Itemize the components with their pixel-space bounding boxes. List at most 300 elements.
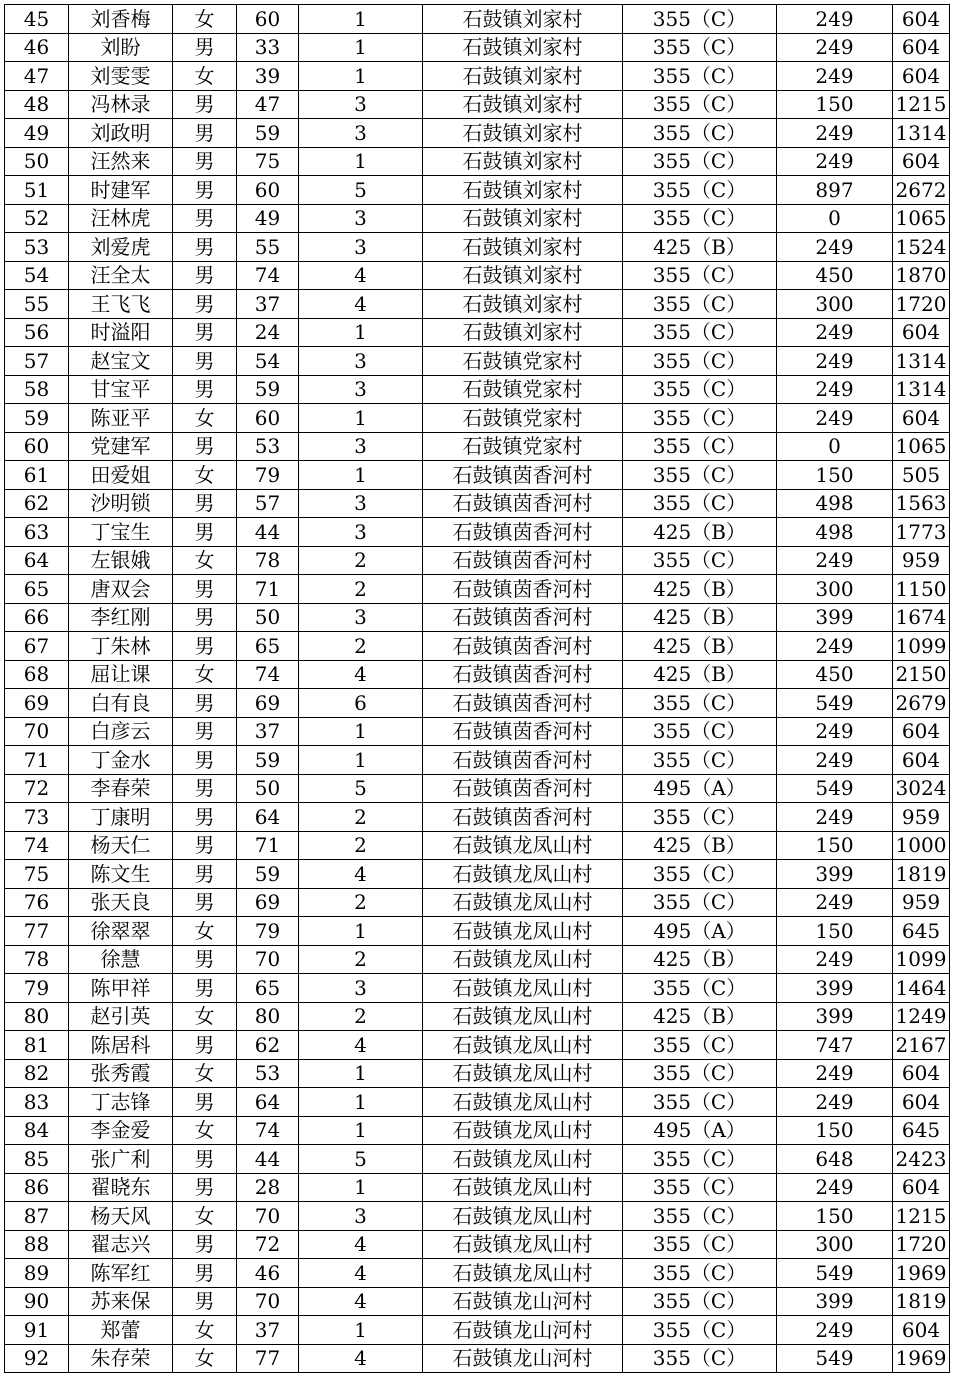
name-cell: 赵宝文 <box>69 347 173 376</box>
gender-cell: 男 <box>173 1259 237 1288</box>
standard-grade-cell: 355（C） <box>623 717 777 746</box>
age-cell: 37 <box>237 717 299 746</box>
name-cell: 陈甲祥 <box>69 974 173 1003</box>
village-cell: 石鼓镇龙凤山村 <box>423 1031 623 1060</box>
standard-grade-cell: 355（C） <box>623 860 777 889</box>
household-count-cell: 1 <box>299 318 423 347</box>
index-cell: 73 <box>5 803 69 832</box>
gender-cell: 男 <box>173 147 237 176</box>
village-cell: 石鼓镇刘家村 <box>423 90 623 119</box>
index-cell: 66 <box>5 603 69 632</box>
total-cell: 1065 <box>893 204 950 233</box>
name-cell: 时溢阳 <box>69 318 173 347</box>
household-count-cell: 4 <box>299 261 423 290</box>
gender-cell: 男 <box>173 176 237 205</box>
household-count-cell: 1 <box>299 1316 423 1345</box>
table-row <box>5 204 950 233</box>
gender-cell: 男 <box>173 1287 237 1316</box>
total-cell: 604 <box>893 1173 950 1202</box>
table-row <box>5 1088 950 1117</box>
standard-grade-cell: 355（C） <box>623 147 777 176</box>
amount-cell: 399 <box>777 1287 893 1316</box>
age-cell: 80 <box>237 1002 299 1031</box>
index-cell: 89 <box>5 1259 69 1288</box>
amount-cell: 549 <box>777 1344 893 1373</box>
age-cell: 59 <box>237 119 299 148</box>
index-cell: 90 <box>5 1287 69 1316</box>
gender-cell: 女 <box>173 917 237 946</box>
village-cell: 石鼓镇茵香河村 <box>423 746 623 775</box>
total-cell: 1524 <box>893 233 950 262</box>
household-count-cell: 1 <box>299 1173 423 1202</box>
household-count-cell: 4 <box>299 660 423 689</box>
standard-grade-cell: 425（B） <box>623 945 777 974</box>
total-cell: 1314 <box>893 347 950 376</box>
age-cell: 65 <box>237 632 299 661</box>
standard-grade-cell: 355（C） <box>623 1145 777 1174</box>
gender-cell: 女 <box>173 62 237 91</box>
standard-grade-cell: 355（C） <box>623 689 777 718</box>
amount-cell: 249 <box>777 888 893 917</box>
standard-grade-cell: 355（C） <box>623 33 777 62</box>
village-cell: 石鼓镇龙凤山村 <box>423 831 623 860</box>
gender-cell: 男 <box>173 717 237 746</box>
table-row <box>5 489 950 518</box>
table-row <box>5 432 950 461</box>
name-cell: 沙明锁 <box>69 489 173 518</box>
index-cell: 88 <box>5 1230 69 1259</box>
name-cell: 陈文生 <box>69 860 173 889</box>
standard-grade-cell: 355（C） <box>623 176 777 205</box>
total-cell: 604 <box>893 746 950 775</box>
standard-grade-cell: 355（C） <box>623 803 777 832</box>
household-count-cell: 4 <box>299 1230 423 1259</box>
village-cell: 石鼓镇刘家村 <box>423 119 623 148</box>
age-cell: 75 <box>237 147 299 176</box>
village-cell: 石鼓镇党家村 <box>423 375 623 404</box>
total-cell: 1314 <box>893 375 950 404</box>
standard-grade-cell: 355（C） <box>623 375 777 404</box>
index-cell: 61 <box>5 461 69 490</box>
household-count-cell: 4 <box>299 1344 423 1373</box>
table-row <box>5 318 950 347</box>
standard-grade-cell: 355（C） <box>623 5 777 34</box>
village-cell: 石鼓镇茵香河村 <box>423 518 623 547</box>
household-count-cell: 3 <box>299 432 423 461</box>
index-cell: 69 <box>5 689 69 718</box>
data-table <box>4 4 950 1373</box>
total-cell: 1000 <box>893 831 950 860</box>
gender-cell: 男 <box>173 860 237 889</box>
standard-grade-cell: 355（C） <box>623 290 777 319</box>
amount-cell: 249 <box>777 119 893 148</box>
amount-cell: 249 <box>777 347 893 376</box>
village-cell: 石鼓镇龙凤山村 <box>423 974 623 1003</box>
age-cell: 50 <box>237 774 299 803</box>
household-count-cell: 4 <box>299 1287 423 1316</box>
gender-cell: 男 <box>173 774 237 803</box>
village-cell: 石鼓镇刘家村 <box>423 62 623 91</box>
amount-cell: 399 <box>777 1002 893 1031</box>
age-cell: 53 <box>237 1059 299 1088</box>
household-count-cell: 5 <box>299 176 423 205</box>
index-cell: 50 <box>5 147 69 176</box>
standard-grade-cell: 355（C） <box>623 1059 777 1088</box>
gender-cell: 女 <box>173 660 237 689</box>
index-cell: 58 <box>5 375 69 404</box>
index-cell: 60 <box>5 432 69 461</box>
village-cell: 石鼓镇茵香河村 <box>423 575 623 604</box>
amount-cell: 399 <box>777 603 893 632</box>
gender-cell: 女 <box>173 1059 237 1088</box>
age-cell: 77 <box>237 1344 299 1373</box>
age-cell: 54 <box>237 347 299 376</box>
name-cell: 刘香梅 <box>69 5 173 34</box>
total-cell: 604 <box>893 318 950 347</box>
household-count-cell: 3 <box>299 518 423 547</box>
name-cell: 李春荣 <box>69 774 173 803</box>
village-cell: 石鼓镇刘家村 <box>423 290 623 319</box>
amount-cell: 249 <box>777 62 893 91</box>
total-cell: 2423 <box>893 1145 950 1174</box>
total-cell: 2167 <box>893 1031 950 1060</box>
age-cell: 24 <box>237 318 299 347</box>
index-cell: 72 <box>5 774 69 803</box>
village-cell: 石鼓镇刘家村 <box>423 5 623 34</box>
village-cell: 石鼓镇党家村 <box>423 432 623 461</box>
table-row <box>5 1173 950 1202</box>
name-cell: 白有良 <box>69 689 173 718</box>
name-cell: 时建军 <box>69 176 173 205</box>
index-cell: 53 <box>5 233 69 262</box>
age-cell: 39 <box>237 62 299 91</box>
gender-cell: 男 <box>173 1088 237 1117</box>
total-cell: 505 <box>893 461 950 490</box>
table-row <box>5 1116 950 1145</box>
amount-cell: 648 <box>777 1145 893 1174</box>
age-cell: 74 <box>237 261 299 290</box>
table-row <box>5 860 950 889</box>
gender-cell: 男 <box>173 119 237 148</box>
name-cell: 陈亚平 <box>69 404 173 433</box>
amount-cell: 300 <box>777 1230 893 1259</box>
total-cell: 1150 <box>893 575 950 604</box>
name-cell: 冯林录 <box>69 90 173 119</box>
name-cell: 徐翠翠 <box>69 917 173 946</box>
total-cell: 959 <box>893 803 950 832</box>
household-count-cell: 1 <box>299 717 423 746</box>
household-count-cell: 1 <box>299 1059 423 1088</box>
age-cell: 69 <box>237 689 299 718</box>
age-cell: 28 <box>237 1173 299 1202</box>
amount-cell: 300 <box>777 575 893 604</box>
index-cell: 70 <box>5 717 69 746</box>
total-cell: 1464 <box>893 974 950 1003</box>
amount-cell: 150 <box>777 831 893 860</box>
amount-cell: 498 <box>777 489 893 518</box>
standard-grade-cell: 355（C） <box>623 888 777 917</box>
standard-grade-cell: 355（C） <box>623 974 777 1003</box>
table-row <box>5 974 950 1003</box>
standard-grade-cell: 355（C） <box>623 1031 777 1060</box>
standard-grade-cell: 355（C） <box>623 404 777 433</box>
gender-cell: 男 <box>173 375 237 404</box>
household-count-cell: 2 <box>299 831 423 860</box>
household-count-cell: 2 <box>299 1002 423 1031</box>
age-cell: 60 <box>237 404 299 433</box>
household-count-cell: 3 <box>299 974 423 1003</box>
total-cell: 1563 <box>893 489 950 518</box>
total-cell: 645 <box>893 1116 950 1145</box>
amount-cell: 249 <box>777 746 893 775</box>
age-cell: 70 <box>237 1287 299 1316</box>
gender-cell: 男 <box>173 233 237 262</box>
table-row <box>5 1344 950 1373</box>
household-count-cell: 1 <box>299 147 423 176</box>
gender-cell: 女 <box>173 5 237 34</box>
name-cell: 汪林虎 <box>69 204 173 233</box>
village-cell: 石鼓镇龙山河村 <box>423 1344 623 1373</box>
total-cell: 1773 <box>893 518 950 547</box>
table-row <box>5 119 950 148</box>
gender-cell: 女 <box>173 1202 237 1231</box>
household-count-cell: 4 <box>299 290 423 319</box>
gender-cell: 女 <box>173 1116 237 1145</box>
name-cell: 苏来保 <box>69 1287 173 1316</box>
table-row <box>5 717 950 746</box>
index-cell: 81 <box>5 1031 69 1060</box>
table-row <box>5 1316 950 1345</box>
total-cell: 604 <box>893 62 950 91</box>
household-count-cell: 2 <box>299 803 423 832</box>
table-row <box>5 375 950 404</box>
village-cell: 石鼓镇龙凤山村 <box>423 917 623 946</box>
age-cell: 71 <box>237 575 299 604</box>
village-cell: 石鼓镇龙凤山村 <box>423 1173 623 1202</box>
table-row <box>5 917 950 946</box>
index-cell: 71 <box>5 746 69 775</box>
table-row <box>5 90 950 119</box>
index-cell: 68 <box>5 660 69 689</box>
age-cell: 59 <box>237 746 299 775</box>
total-cell: 2150 <box>893 660 950 689</box>
total-cell: 1969 <box>893 1259 950 1288</box>
total-cell: 604 <box>893 1059 950 1088</box>
age-cell: 49 <box>237 204 299 233</box>
index-cell: 48 <box>5 90 69 119</box>
name-cell: 白彦云 <box>69 717 173 746</box>
amount-cell: 249 <box>777 632 893 661</box>
gender-cell: 男 <box>173 746 237 775</box>
name-cell: 左银娥 <box>69 546 173 575</box>
index-cell: 79 <box>5 974 69 1003</box>
age-cell: 60 <box>237 5 299 34</box>
standard-grade-cell: 425（B） <box>623 632 777 661</box>
amount-cell: 249 <box>777 404 893 433</box>
amount-cell: 897 <box>777 176 893 205</box>
gender-cell: 女 <box>173 1344 237 1373</box>
total-cell: 1819 <box>893 860 950 889</box>
standard-grade-cell: 355（C） <box>623 1088 777 1117</box>
index-cell: 51 <box>5 176 69 205</box>
age-cell: 46 <box>237 1259 299 1288</box>
gender-cell: 男 <box>173 261 237 290</box>
name-cell: 屈让课 <box>69 660 173 689</box>
name-cell: 党建军 <box>69 432 173 461</box>
amount-cell: 249 <box>777 1173 893 1202</box>
amount-cell: 150 <box>777 1116 893 1145</box>
amount-cell: 249 <box>777 803 893 832</box>
index-cell: 82 <box>5 1059 69 1088</box>
village-cell: 石鼓镇茵香河村 <box>423 489 623 518</box>
gender-cell: 男 <box>173 1145 237 1174</box>
age-cell: 57 <box>237 489 299 518</box>
index-cell: 64 <box>5 546 69 575</box>
index-cell: 63 <box>5 518 69 547</box>
index-cell: 85 <box>5 1145 69 1174</box>
standard-grade-cell: 425（B） <box>623 603 777 632</box>
standard-grade-cell: 425（B） <box>623 518 777 547</box>
village-cell: 石鼓镇党家村 <box>423 404 623 433</box>
name-cell: 张天良 <box>69 888 173 917</box>
age-cell: 55 <box>237 233 299 262</box>
name-cell: 陈军红 <box>69 1259 173 1288</box>
table-row <box>5 176 950 205</box>
household-count-cell: 3 <box>299 90 423 119</box>
village-cell: 石鼓镇龙凤山村 <box>423 888 623 917</box>
village-cell: 石鼓镇龙凤山村 <box>423 1145 623 1174</box>
index-cell: 65 <box>5 575 69 604</box>
standard-grade-cell: 425（B） <box>623 233 777 262</box>
age-cell: 44 <box>237 518 299 547</box>
household-count-cell: 3 <box>299 119 423 148</box>
total-cell: 604 <box>893 33 950 62</box>
table-row <box>5 1287 950 1316</box>
total-cell: 1065 <box>893 432 950 461</box>
amount-cell: 249 <box>777 318 893 347</box>
amount-cell: 747 <box>777 1031 893 1060</box>
standard-grade-cell: 355（C） <box>623 1259 777 1288</box>
index-cell: 67 <box>5 632 69 661</box>
village-cell: 石鼓镇龙凤山村 <box>423 1259 623 1288</box>
age-cell: 60 <box>237 176 299 205</box>
amount-cell: 399 <box>777 974 893 1003</box>
amount-cell: 249 <box>777 1088 893 1117</box>
table-row <box>5 518 950 547</box>
name-cell: 汪全太 <box>69 261 173 290</box>
standard-grade-cell: 355（C） <box>623 1316 777 1345</box>
gender-cell: 男 <box>173 290 237 319</box>
household-count-cell: 1 <box>299 404 423 433</box>
table-row <box>5 5 950 34</box>
gender-cell: 女 <box>173 546 237 575</box>
index-cell: 75 <box>5 860 69 889</box>
name-cell: 张广利 <box>69 1145 173 1174</box>
amount-cell: 150 <box>777 1202 893 1231</box>
amount-cell: 249 <box>777 5 893 34</box>
table-row <box>5 945 950 974</box>
village-cell: 石鼓镇刘家村 <box>423 33 623 62</box>
total-cell: 959 <box>893 546 950 575</box>
index-cell: 80 <box>5 1002 69 1031</box>
village-cell: 石鼓镇刘家村 <box>423 176 623 205</box>
total-cell: 959 <box>893 888 950 917</box>
name-cell: 刘爱虎 <box>69 233 173 262</box>
total-cell: 604 <box>893 404 950 433</box>
age-cell: 79 <box>237 917 299 946</box>
household-count-cell: 3 <box>299 233 423 262</box>
village-cell: 石鼓镇茵香河村 <box>423 461 623 490</box>
gender-cell: 男 <box>173 432 237 461</box>
total-cell: 1249 <box>893 1002 950 1031</box>
index-cell: 57 <box>5 347 69 376</box>
total-cell: 1314 <box>893 119 950 148</box>
table-row <box>5 803 950 832</box>
table-row <box>5 147 950 176</box>
amount-cell: 249 <box>777 945 893 974</box>
standard-grade-cell: 355（C） <box>623 546 777 575</box>
index-cell: 49 <box>5 119 69 148</box>
village-cell: 石鼓镇龙山河村 <box>423 1287 623 1316</box>
total-cell: 1819 <box>893 1287 950 1316</box>
table-row <box>5 603 950 632</box>
index-cell: 56 <box>5 318 69 347</box>
index-cell: 46 <box>5 33 69 62</box>
table-row <box>5 831 950 860</box>
name-cell: 李金爱 <box>69 1116 173 1145</box>
name-cell: 丁宝生 <box>69 518 173 547</box>
amount-cell: 450 <box>777 261 893 290</box>
total-cell: 1215 <box>893 1202 950 1231</box>
total-cell: 604 <box>893 1088 950 1117</box>
index-cell: 55 <box>5 290 69 319</box>
table-row <box>5 404 950 433</box>
standard-grade-cell: 495（A） <box>623 774 777 803</box>
village-cell: 石鼓镇茵香河村 <box>423 603 623 632</box>
gender-cell: 男 <box>173 689 237 718</box>
age-cell: 37 <box>237 290 299 319</box>
table-row <box>5 774 950 803</box>
name-cell: 陈居科 <box>69 1031 173 1060</box>
name-cell: 杨天仁 <box>69 831 173 860</box>
gender-cell: 男 <box>173 1031 237 1060</box>
age-cell: 44 <box>237 1145 299 1174</box>
gender-cell: 男 <box>173 575 237 604</box>
amount-cell: 450 <box>777 660 893 689</box>
household-count-cell: 1 <box>299 62 423 91</box>
village-cell: 石鼓镇龙凤山村 <box>423 1230 623 1259</box>
amount-cell: 249 <box>777 233 893 262</box>
total-cell: 645 <box>893 917 950 946</box>
age-cell: 70 <box>237 1202 299 1231</box>
age-cell: 74 <box>237 660 299 689</box>
table-row <box>5 62 950 91</box>
index-cell: 74 <box>5 831 69 860</box>
household-count-cell: 1 <box>299 1116 423 1145</box>
table-row <box>5 546 950 575</box>
household-count-cell: 1 <box>299 746 423 775</box>
standard-grade-cell: 355（C） <box>623 1287 777 1316</box>
table-row <box>5 1031 950 1060</box>
village-cell: 石鼓镇刘家村 <box>423 261 623 290</box>
age-cell: 62 <box>237 1031 299 1060</box>
village-cell: 石鼓镇刘家村 <box>423 233 623 262</box>
amount-cell: 249 <box>777 717 893 746</box>
index-cell: 87 <box>5 1202 69 1231</box>
total-cell: 1720 <box>893 1230 950 1259</box>
table-row <box>5 1259 950 1288</box>
total-cell: 1215 <box>893 90 950 119</box>
